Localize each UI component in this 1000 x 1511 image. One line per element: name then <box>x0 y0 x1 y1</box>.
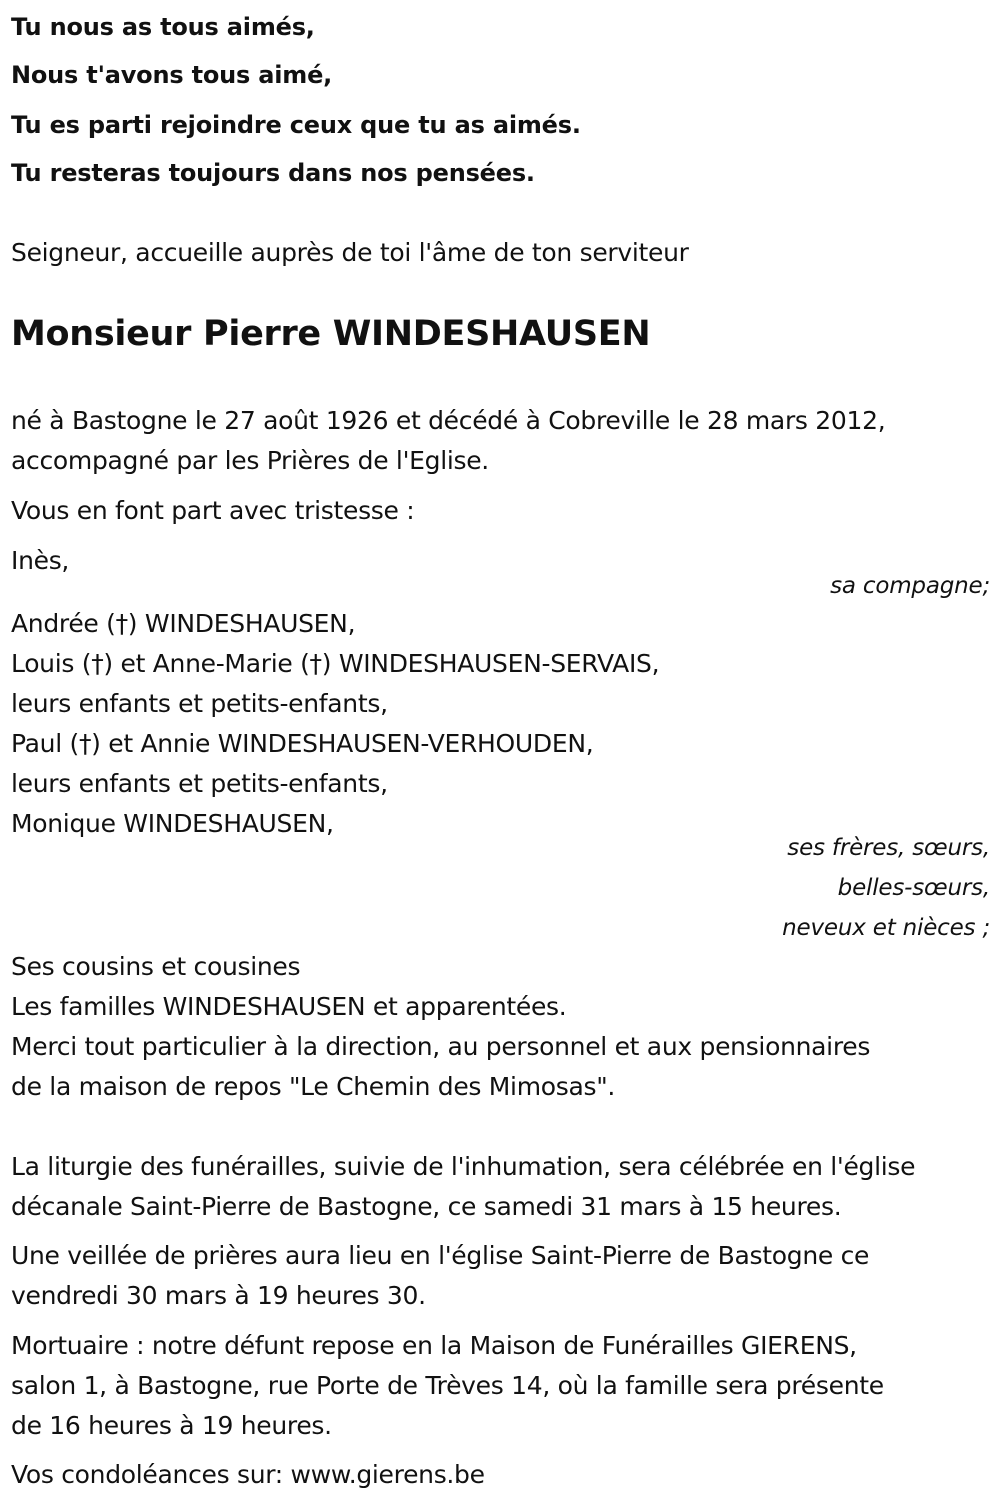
birth-death-line: accompagné par les Prières de l'Eglise. <box>11 446 489 475</box>
poem-line: Tu nous as tous aimés, <box>11 13 315 41</box>
others-line: Les familles WINDESHAUSEN et apparentées. <box>11 992 567 1021</box>
sibling-line: leurs enfants et petits-enfants, <box>11 689 388 718</box>
vigil-line: Une veillée de prières aura lieu en l'église Saint-Pierre de Bastogne ce <box>11 1241 870 1270</box>
condolences-line <box>11 1460 485 1490</box>
funeral-line: décanale Saint-Pierre de Bastogne, ce samedi 31 mars à 15 heures. <box>11 1192 842 1221</box>
siblings-relation-line: belles-sœurs, <box>837 875 990 901</box>
poem-line: Tu resteras toujours dans nos pensées. <box>11 159 535 187</box>
mortuary-line: de 16 heures à 19 heures. <box>11 1411 332 1440</box>
sibling-line: leurs enfants et petits-enfants, <box>11 769 388 798</box>
mortuary-line: salon 1, à Bastogne, rue Porte de Trèves 14, où la famille sera présente <box>11 1371 884 1400</box>
others-line: de la maison de repos "Le Chemin des Mimosas". <box>11 1072 616 1101</box>
vigil-line: vendredi 30 mars à 19 heures 30. <box>11 1281 426 1310</box>
companion-relation: sa compagne; <box>830 573 990 599</box>
others-line: Ses cousins et cousines <box>11 952 301 981</box>
prayer-text: Seigneur, accueille auprès de toi l'âme de ton serviteur <box>11 238 689 267</box>
siblings-relation-line: neveux et nièces ; <box>782 915 990 941</box>
sibling-line: Louis (†) et Anne-Marie (†) WINDESHAUSEN-SERVAIS, <box>11 649 660 678</box>
sibling-line: Monique WINDESHAUSEN, <box>11 809 334 838</box>
condolences-label: Vos condoléances sur: <box>11 1460 291 1489</box>
condolences-link[interactable]: www.gierens.be <box>290 1460 485 1489</box>
siblings-relation-line: ses frères, sœurs, <box>787 835 990 861</box>
funeral-line: La liturgie des funérailles, suivie de l'inhumation, sera célébrée en l'église <box>11 1152 916 1181</box>
announcement-intro: Vous en font part avec tristesse : <box>11 496 415 525</box>
birth-death-line: né à Bastogne le 27 août 1926 et décédé à Cobreville le 28 mars 2012, <box>11 406 886 435</box>
others-line: Merci tout particulier à la direction, au personnel et aux pensionnaires <box>11 1032 871 1061</box>
mortuary-line: Mortuaire : notre défunt repose en la Maison de Funérailles GIERENS, <box>11 1331 857 1360</box>
sibling-line: Paul (†) et Annie WINDESHAUSEN-VERHOUDEN, <box>11 729 594 758</box>
poem-line: Nous t'avons tous aimé, <box>11 61 333 89</box>
companion-name: Inès, <box>11 546 70 575</box>
deceased-name: Monsieur Pierre WINDESHAUSEN <box>11 314 651 354</box>
sibling-line: Andrée (†) WINDESHAUSEN, <box>11 609 356 638</box>
poem-line: Tu es parti rejoindre ceux que tu as aimés. <box>11 111 581 139</box>
